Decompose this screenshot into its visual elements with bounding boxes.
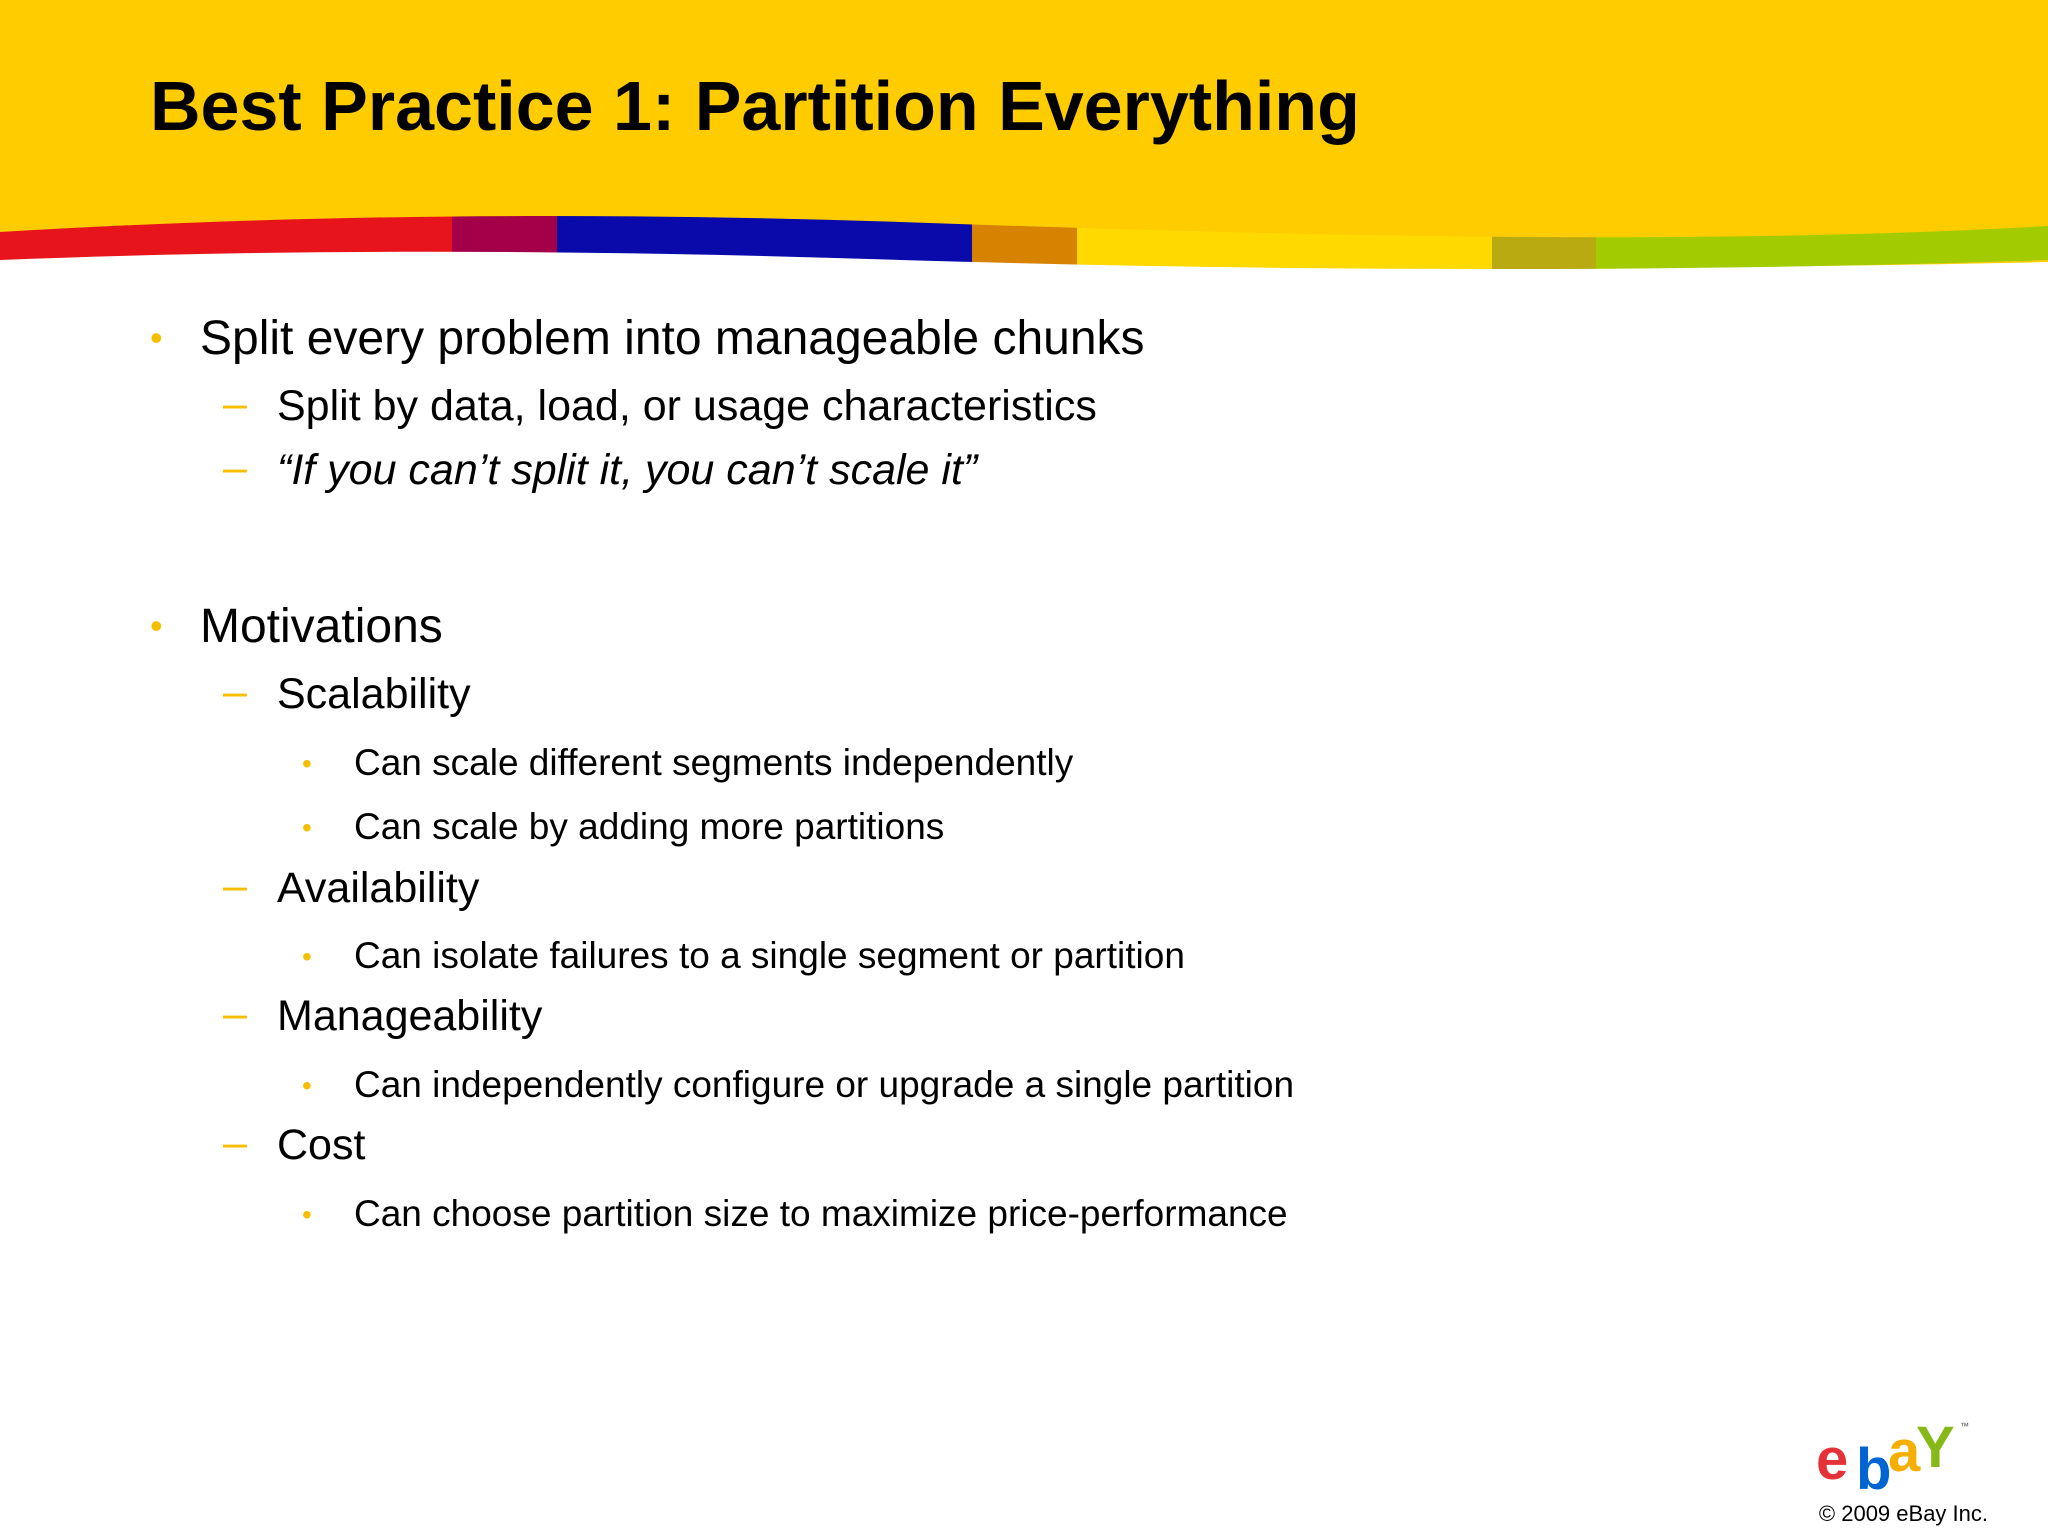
bullet-icon: •: [302, 941, 312, 972]
list-item: [302, 1064, 1295, 1106]
detail-text: Can scale different segments independently: [354, 742, 1074, 783]
bullet-text: Split every problem into manageable chunks: [200, 312, 1145, 365]
dash-icon: –: [223, 990, 247, 1038]
dash-icon: –: [223, 444, 247, 492]
dash-icon: –: [223, 1119, 247, 1167]
sub-bullet-text: Availability: [277, 864, 480, 912]
ebay-logo: [1812, 1415, 1972, 1491]
logo-letter-a: a: [1888, 1419, 1921, 1484]
copyright-notice: © 2009 eBay Inc.: [1818, 1501, 1988, 1526]
list-item: [302, 806, 945, 848]
detail-text: Can choose partition size to maximize price-performance: [354, 1193, 1288, 1234]
detail-text: Can scale by adding more partitions: [354, 806, 945, 847]
logo-letter-e: e: [1816, 1427, 1847, 1491]
list-item: [150, 599, 443, 654]
list-item: [150, 311, 1145, 366]
logo-letter-b: b: [1856, 1437, 1892, 1491]
bullet-icon: •: [302, 812, 312, 843]
quote-text: “If you can’t split it, you can’t scale it”: [277, 446, 978, 494]
bullet-text: Motivations: [200, 600, 443, 653]
slide-title: Best Practice 1: Partition Everything: [150, 67, 1360, 145]
list-item: [223, 990, 543, 1041]
bullet-icon: •: [302, 748, 312, 779]
list-item: [223, 862, 480, 913]
bullet-icon: •: [302, 1070, 312, 1101]
list-item: [223, 1119, 366, 1170]
detail-text: Can isolate failures to a single segment or partition: [354, 935, 1185, 976]
sub-bullet-text: Manageability: [277, 992, 543, 1040]
bullet-icon: •: [150, 317, 163, 358]
sub-bullet-text: Scalability: [277, 670, 471, 718]
dash-icon: –: [223, 380, 247, 428]
detail-text: Can independently configure or upgrade a single partition: [354, 1064, 1295, 1105]
dash-icon: –: [223, 862, 247, 910]
logo-trademark: ™: [1960, 1421, 1969, 1431]
bullet-icon: •: [302, 1199, 312, 1230]
sub-bullet-text: Split by data, load, or usage characteristics: [277, 382, 1097, 430]
list-item: [302, 935, 1185, 977]
list-item: [223, 668, 471, 719]
sub-bullet-text: Cost: [277, 1121, 366, 1169]
dash-icon: –: [223, 668, 247, 716]
list-item: [223, 380, 1097, 431]
bullet-icon: •: [150, 605, 163, 646]
list-item: [302, 742, 1074, 784]
logo-letter-y: Y: [1916, 1415, 1955, 1480]
list-item: [223, 444, 978, 495]
list-item: [302, 1193, 1288, 1235]
